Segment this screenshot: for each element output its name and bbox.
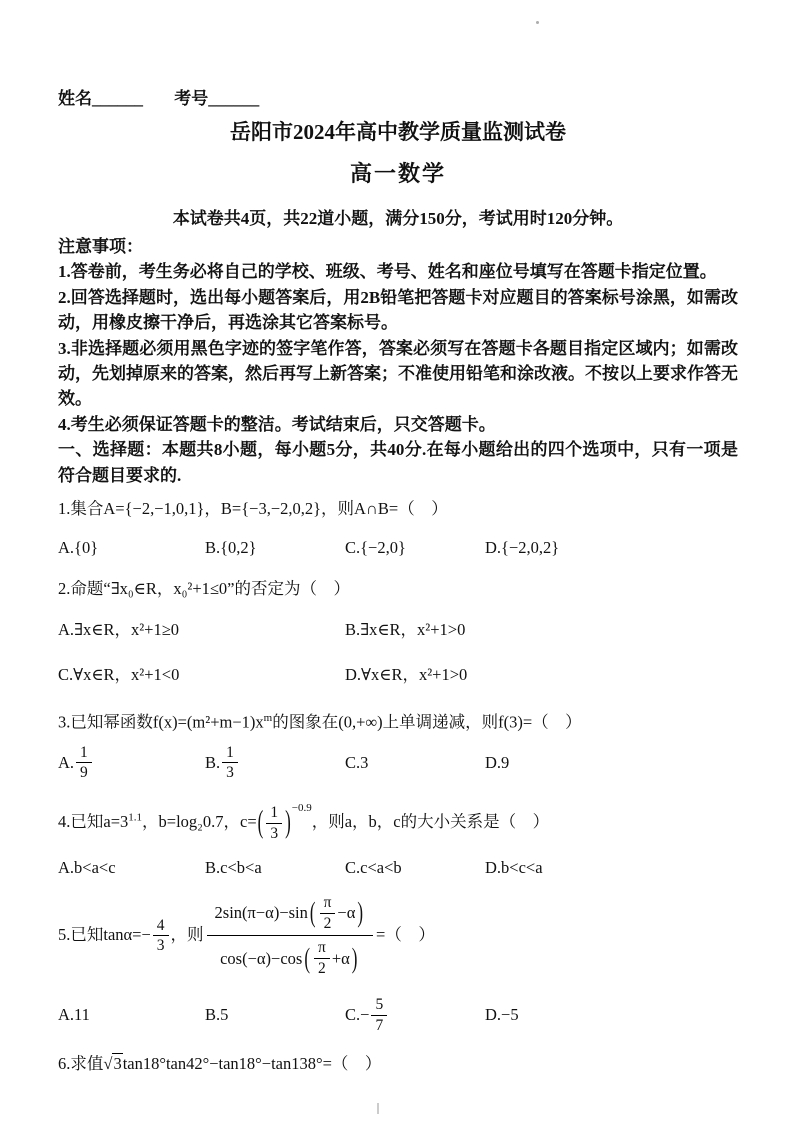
option-c: C.3 [345,752,369,772]
page-title: 岳阳市2024年高中教学质量监测试卷 [230,120,566,144]
note-item-4: 4.考生必须保证答题卡的整洁。考试结束后，只交答题卡。 [58,414,496,434]
name-exam-row [58,84,738,109]
option-b [205,744,345,783]
question-6 [58,1052,738,1076]
name-blank-label: 姓名______ [58,89,143,108]
note-item-3: 3.非选择题必须用黑色字迹的签字笔作答，答案必须写在答题卡各题目指定区域内；如需改动，先划掉原来的答案，然后再写上新答案；不准使用铅笔和涂改液。不按以上要求作答无效。 [58,338,738,409]
option-d: D.{−2,0,2} [485,538,560,558]
question-5-options [58,996,738,1035]
option-b: B.c<b<a [205,857,262,877]
right-paren: ) [357,896,364,929]
right-paren: ) [351,941,358,974]
question-1-options [58,536,738,560]
fraction [320,894,336,933]
option-c: C.{−2,0} [345,538,406,558]
option-a: A.{0} [58,538,99,558]
option-c [345,996,485,1035]
left-paren: ( [309,896,316,929]
fraction-denominator: 3 [270,824,279,842]
question-3-options [58,744,738,783]
exam-no-blank-label: 考号______ [174,89,260,108]
option-c: C.c<a<b [345,857,402,877]
option-b: B.∃x∈R，x²+1>0 [345,620,466,640]
fraction [266,804,282,843]
fraction-numerator: 1 [76,744,92,764]
left-paren: ( [257,804,264,841]
exam-info-line: 本试卷共4页，共22道小题，满分150分，考试用时120分钟。 [172,209,624,228]
stem-text: ，b=log₂0.7，c= [142,812,257,832]
fraction [371,996,387,1035]
stem-text: ，则a，b，c的大小关系是（ ） [311,812,550,832]
option-b: B.{0,2} [205,538,257,558]
option-b-label: B. [205,752,221,772]
radical-sign: √ [103,1053,113,1073]
fraction-denominator: 3 [226,764,234,782]
exponent: 1.1 [128,811,143,824]
fraction-numerator: 5 [371,996,387,1016]
notes-title: 注意事项： [58,237,143,256]
exponent: −0.9 [291,802,312,815]
stem-text: 3.已知幂函数f(x)=(m²+m−1)x [58,712,264,732]
fraction-numerator: 1 [222,744,238,764]
option-a: A.b<a<c [58,857,116,877]
question-5-stem [58,891,738,981]
question-1 [58,497,738,560]
option-d: D.−5 [485,1005,519,1025]
option-d: D.∀x∈R，x²+1>0 [345,665,468,685]
question-5 [58,891,738,1035]
option-c-label: C.− [345,1005,370,1025]
fraction-numerator: 4 [153,917,169,937]
fraction [153,917,169,956]
question-1-stem: 1.集合A={−2,−1,0,1}，B={−3,−2,0,2}，则A∩B=（ ） [58,499,448,519]
question-4 [58,796,738,880]
question-6-stem [58,1052,738,1076]
fraction [76,744,92,783]
big-fraction [207,891,373,981]
question-2-stem: 2.命题“∃x₀∈R，x₀²+1≤0”的否定为（ ） [58,579,351,599]
stem-text: tan18°tan42°−tan18°−tan138°=（ ） [122,1053,382,1073]
stem-text: 4.已知a=3 [58,812,129,832]
fraction-denominator: 7 [375,1016,384,1034]
note-item-2: 2.回答选择题时，选出每小题答案后，用2B铅笔把答题卡对应题目的答案标号涂黑，如需改动，用橡皮擦干净后，再选涂其它答案标号。 [58,287,738,333]
stem-text: 6.求值 [58,1053,104,1073]
fraction-denominator: 2 [318,960,326,978]
note-item-1: 1.答卷前，考生务必将自己的学校、班级、考号、姓名和座位号填写在答题卡指定位置。 [58,262,717,282]
option-d: D.b<c<a [485,857,543,877]
stem-text: 的图象在(0,+∞)上单调递减，则f(3)=（ ） [272,712,582,732]
scan-artifact-dot [536,21,539,24]
fraction-numerator: π [314,939,330,959]
option-a: A.∃x∈R，x²+1≥0 [58,620,180,640]
fraction-numerator: 1 [266,804,282,824]
question-4-stem [58,796,738,843]
option-d: D.9 [485,752,510,772]
option-a-label: A. [58,752,75,772]
right-paren: ) [285,804,291,841]
fraction [222,744,238,783]
option-a [58,744,205,783]
fraction-denominator: 2 [323,914,332,932]
notes-section [58,234,738,437]
exponent: m [263,712,273,725]
section-1-heading: 一、选择题：本题共8小题，每小题5分，共40分.在每小题给出的四个选项中，只有一项是符合题目要求的. [58,440,738,485]
big-fraction-denominator [207,936,373,981]
stem-text: =（ ） [376,924,435,944]
question-4-options [58,856,738,880]
big-fraction-numerator [207,891,373,937]
math-text: +α [331,948,350,968]
math-text: 2sin(π−α)−sin [214,903,308,923]
fraction-denominator: 3 [156,937,165,955]
fraction-numerator: π [320,894,336,914]
fraction [314,939,330,978]
question-3 [58,706,738,782]
stem-text: ，则 [170,924,204,944]
fraction-denominator: 9 [80,764,88,782]
radicand: 3 [113,1053,122,1073]
question-2 [58,577,738,687]
option-c: C.∀x∈R，x²+1<0 [58,665,180,685]
math-text: −α [337,903,356,923]
option-a: A.11 [58,1005,90,1025]
math-text: cos(−α)−cos [220,948,303,968]
question-2-options [58,618,738,687]
subject-title: 高一数学 [349,161,446,186]
question-3-stem [58,706,738,735]
option-b: B.5 [205,1005,229,1025]
stem-text: 5.已知tanα=− [58,924,151,944]
scan-artifact-tick [377,1103,379,1114]
left-paren: ( [304,941,310,974]
